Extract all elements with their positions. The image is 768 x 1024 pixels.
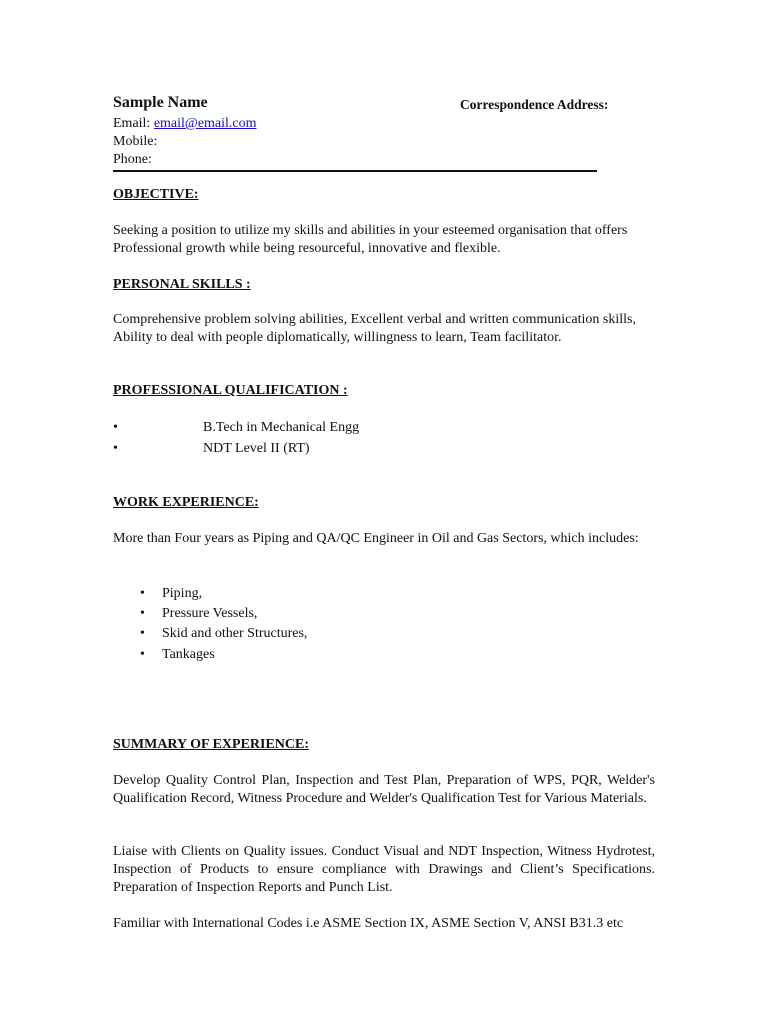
objective-text: Seeking a position to utilize my skills and abilities in your esteemed organisation that offers Professional growth while being resourceful, innovative and flexible. bbox=[113, 223, 628, 256]
bullet-icon: • bbox=[140, 626, 145, 641]
bullet-icon: • bbox=[140, 647, 145, 662]
skills-section bbox=[113, 311, 643, 347]
work-section bbox=[113, 530, 655, 548]
bullet-icon: • bbox=[140, 606, 145, 621]
work-heading bbox=[113, 494, 655, 512]
summary-text: Develop Quality Control Plan, Inspection and Test Plan, Preparation of WPS, PQR, Welder's Qualification Record, Witness Procedure and Welder's Qualification Test for Various Materials. bbox=[113, 773, 655, 806]
skills-text: Comprehensive problem solving abilities, Excellent verbal and written communication skills, Ability to deal with people diplomatically, willingness to learn, Team facilitator. bbox=[113, 312, 636, 345]
phone-label: Phone: bbox=[113, 152, 152, 167]
objective-heading-text: OBJECTIVE: bbox=[113, 187, 199, 202]
mobile-label: Mobile: bbox=[113, 134, 158, 149]
qualification-heading-text: PROFESSIONAL QUALIFICATION : bbox=[113, 383, 348, 398]
bullet-icon: • bbox=[113, 441, 118, 456]
summary-text: Familiar with International Codes i.e ASME Section IX, ASME Section V, ANSI B31.3 etc bbox=[113, 916, 624, 931]
work-text: More than Four years as Piping and QA/QC Engineer in Oil and Gas Sectors, which includes: bbox=[113, 531, 639, 546]
qualification-item-text: NDT Level II (RT) bbox=[203, 441, 310, 456]
email-line bbox=[113, 115, 257, 133]
summary-heading-text: SUMMARY OF EXPERIENCE: bbox=[113, 737, 310, 752]
qualification-item-text: B.Tech in Mechanical Engg bbox=[203, 420, 360, 435]
summary-heading bbox=[113, 736, 655, 754]
bullet-icon: • bbox=[140, 586, 145, 601]
work-heading-text: WORK EXPERIENCE: bbox=[113, 495, 259, 510]
summary-paragraph bbox=[113, 772, 655, 808]
work-list-item-text: Piping, bbox=[162, 586, 203, 601]
header-divider bbox=[113, 170, 597, 172]
bullet-icon: • bbox=[113, 420, 118, 435]
qualification-heading bbox=[113, 382, 655, 400]
objective-section bbox=[113, 222, 643, 258]
candidate-name: Sample Name bbox=[113, 94, 208, 111]
summary-paragraph bbox=[113, 843, 655, 897]
work-list-item-text: Skid and other Structures, bbox=[162, 626, 308, 641]
skills-heading-text: PERSONAL SKILLS : bbox=[113, 277, 251, 292]
summary-text: Liaise with Clients on Quality issues. Conduct Visual and NDT Inspection, Witness Hydrotest, Inspection of Products to ensure compliance with Drawings and Client’s Specifications. Preparation of Inspection Reports and Punch List. bbox=[113, 844, 655, 895]
work-list-item-text: Tankages bbox=[162, 647, 215, 662]
correspondence-address-label: Correspondence Address: bbox=[460, 97, 609, 112]
work-list-item-text: Pressure Vessels, bbox=[162, 606, 258, 621]
objective-heading bbox=[113, 186, 655, 204]
summary-paragraph bbox=[113, 915, 655, 933]
email-label: Email: bbox=[113, 116, 151, 131]
skills-heading bbox=[113, 276, 655, 294]
email-link[interactable]: email@email.com bbox=[153, 116, 257, 131]
